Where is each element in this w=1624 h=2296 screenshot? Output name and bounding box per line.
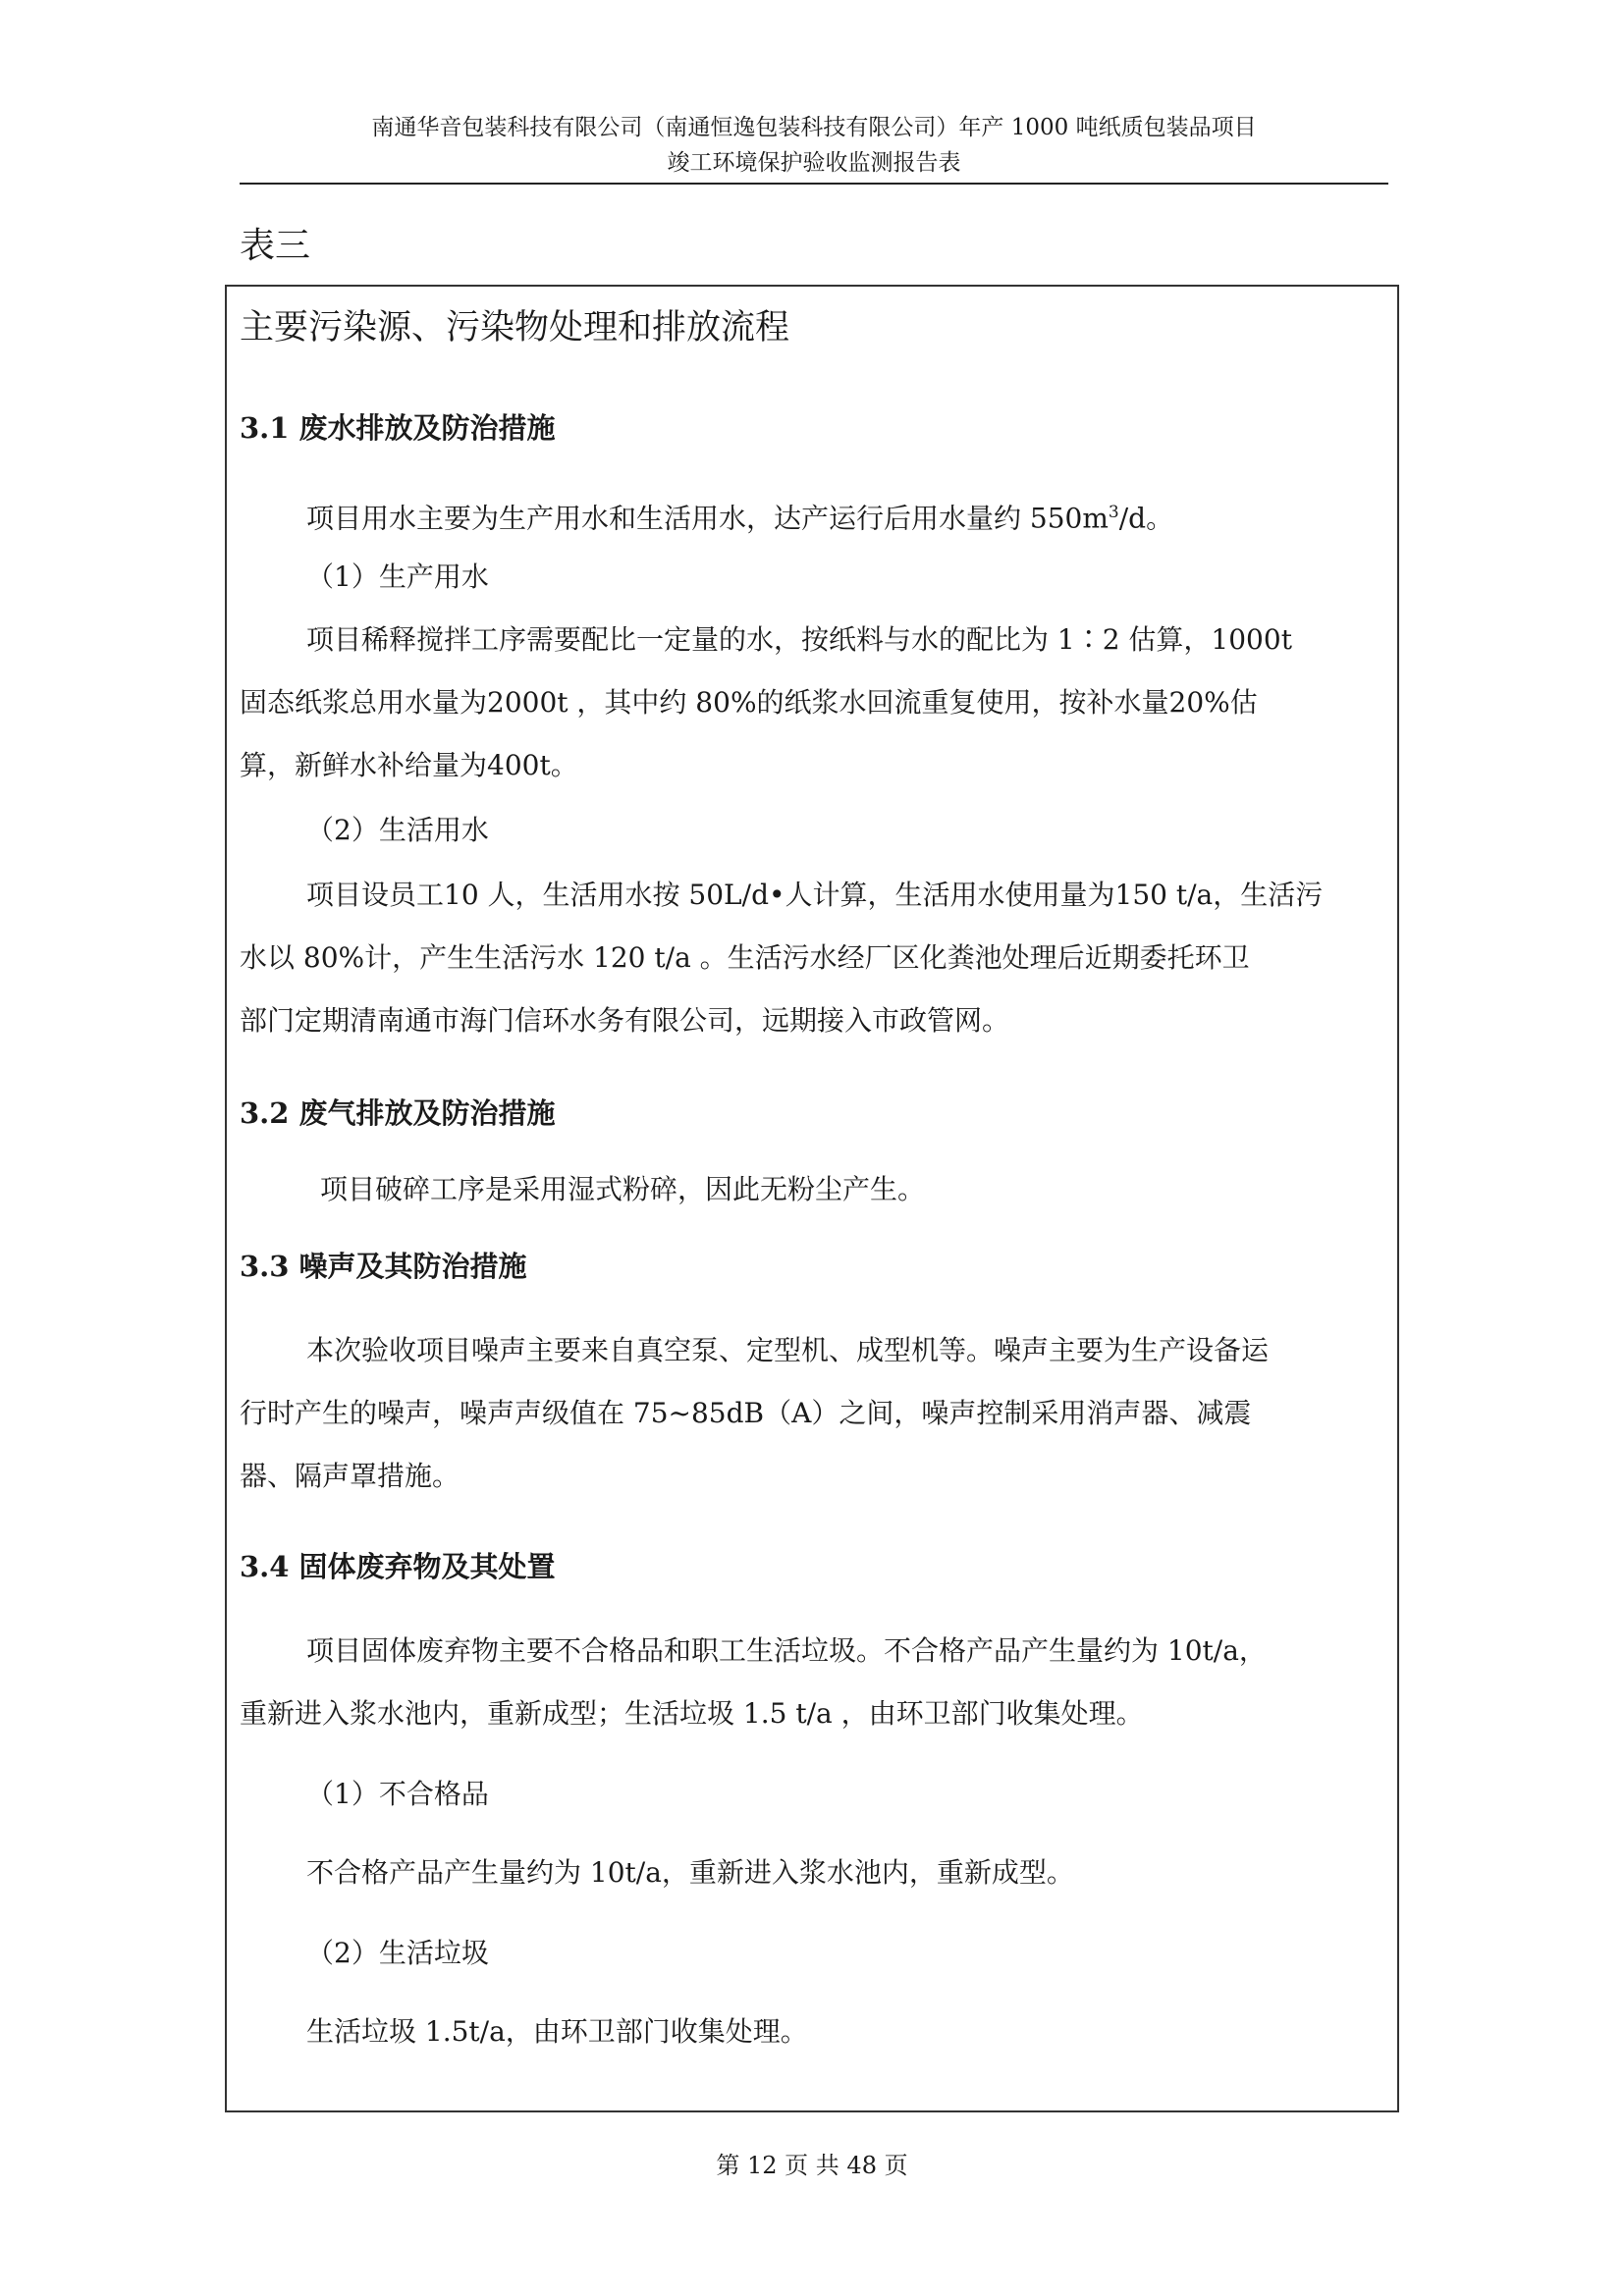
- para-line: 器、隔声罩措施。: [240, 1460, 460, 1492]
- para-line: 行时产生的噪声，噪声声级值在 75~85dB（A）之间，噪声控制采用消声器、减震: [240, 1397, 1252, 1429]
- para-line: 水以 80%计，产生生活污水 120 t/a 。生活污水经厂区化粪池处理后近期委托环卫: [240, 941, 1250, 974]
- section-3-1-intro: [240, 481, 1388, 550]
- para-line: 本次验收项目噪声主要来自真空泵、定型机、成型机等。噪声主要为生产设备运: [306, 1334, 1270, 1366]
- page-footer: 第 12 页 共 48 页: [716, 2152, 908, 2179]
- para-line: 算，新鲜水补给量为400t。: [240, 749, 578, 781]
- para-line: 部门定期清南通市海门信环水务有限公司，远期接入市政管网。: [240, 1004, 1010, 1037]
- table-label: 表三: [240, 226, 311, 266]
- para-line: 项目固体废弃物主要不合格品和职工生活垃圾。不合格产品产生量约为 10t/a，: [306, 1634, 1267, 1667]
- para-line: 重新进入浆水池内，重新成型；生活垃圾 1.5 t/a ，由环卫部门收集处理。: [240, 1697, 1144, 1730]
- para-line: 固态纸浆总用水量为2000t ，其中约 80%的纸浆水回流重复使用，按补水量20%估: [240, 686, 1258, 719]
- section-3-2-para: 项目破碎工序是采用湿式粉碎，因此无粉尘产生。: [320, 1173, 926, 1205]
- header-divider: [240, 183, 1388, 185]
- section-3-3-title: 3.3 噪声及其防治措施: [240, 1250, 527, 1283]
- section-3-3-para: [240, 1319, 1388, 1508]
- section-3-4-para: [240, 1620, 1388, 1745]
- section-3-4-sub-2: （2）生活垃圾: [306, 1937, 489, 1969]
- header-title-line-1: 南通华音包装科技有限公司（南通恒逸包装科技有限公司）年产 1000 吨纸质包装品项目: [371, 115, 1257, 140]
- section-3-1-para-1: [240, 609, 1388, 797]
- section-3-1-para-2: [240, 864, 1388, 1052]
- section-3-4-sub-1: （1）不合格品: [306, 1778, 489, 1810]
- section-3-4-title: 3.4 固体废弃物及其处置: [240, 1550, 556, 1583]
- para-line: 项目设员工10 人，生活用水按 50L/d•人计算，生活用水使用量为150 t/a，生活污: [306, 879, 1324, 911]
- section-3-2-title: 3.2 废气排放及防治措施: [240, 1096, 556, 1130]
- section-3-4-sub-2-text: 生活垃圾 1.5t/a，由环卫部门收集处理。: [306, 2015, 808, 2048]
- page-header: [240, 110, 1388, 181]
- superscript: 3: [1108, 503, 1119, 522]
- section-3-1-intro-unit: /d。: [1118, 502, 1174, 535]
- para-line: 项目稀释搅拌工序需要配比一定量的水，按纸料与水的配比为 1∶2 估算，1000t: [306, 623, 1292, 656]
- section-3-1-title: 3.1 废水排放及防治措施: [240, 411, 556, 445]
- section-3-1-sub-2: （2）生活用水: [306, 814, 489, 846]
- section-3-4-sub-1-text: 不合格产品产生量约为 10t/a，重新进入浆水池内，重新成型。: [306, 1856, 1074, 1889]
- section-3-1-intro-text: 项目用水主要为生产用水和生活用水，达产运行后用水量约 550m: [306, 502, 1109, 535]
- main-title: 主要污染源、污染物处理和排放流程: [240, 308, 790, 347]
- header-title-line-2: 竣工环境保护验收监测报告表: [667, 150, 961, 176]
- section-3-1-sub-1: （1）生产用水: [306, 561, 489, 593]
